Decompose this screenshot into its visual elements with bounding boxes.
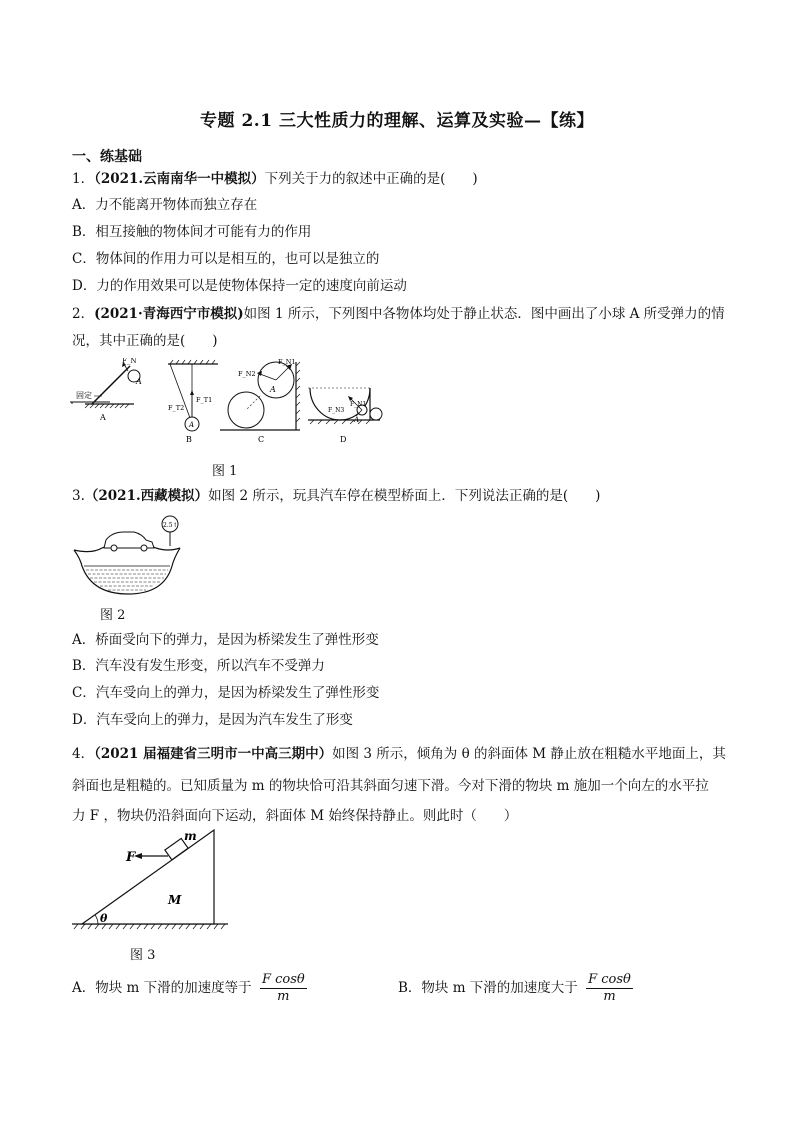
option-b: B．相互接触的物体间才可能有力的作用 [72,224,312,240]
figure-2 [72,514,184,598]
option-b-fraction [586,972,633,1005]
label-fn2: F_N2 [238,370,256,378]
question-stem: 下列关于力的叙述中正确的是( ) [264,171,478,187]
figure-1-panel-b [168,360,218,444]
question-source: （2021.西藏模拟） [84,488,209,504]
question-stem: 如图 3 所示，倾角为 θ 的斜面体 M 静止放在粗糙水平地面上，其 [332,746,726,762]
section-heading: 一、练基础 [72,149,142,165]
question-3 [72,487,600,505]
label-ball: A [354,416,360,424]
label-fn: F_N [122,358,137,365]
fraction-denominator: m [603,989,616,1004]
option-b [398,972,633,1005]
option-b-text: B．物块 m 下滑的加速度大于 [398,980,578,996]
question-number: 1． [72,171,95,187]
label-fn3: F_N3 [328,407,345,414]
question-number: 3. [72,488,85,504]
question-stem: 如图 1 所示，下列图中各物体均处于静止状态．图中画出了小球 A 所受弹力的情 [243,306,725,322]
option-a-fraction [260,972,307,1005]
figure-3 [72,826,232,936]
page-title: 专题 2.1 三大性质力的理解、运算及实验—【练】 [200,111,594,131]
question-4-stem-line-3: 力 F ，物块仍沿斜面向下运动，斜面体 M 始终保持静止。则此时（ ） [72,808,518,824]
fraction-numerator: F cosθ [261,972,305,987]
question-source: (2021·青海西宁市模拟) [94,306,244,322]
figure-1-panel-a [70,358,142,422]
label-ft2: F_T2 [168,404,185,412]
question-2-stem-line-2: 况，其中正确的是( ) [72,333,218,349]
option-a: A．力不能离开物体而独立存在 [72,197,258,213]
option-a: A．桥面受向下的弹力，是因为桥梁发生了弹性形变 [72,632,379,648]
question-number: 4． [72,746,95,762]
option-a [72,972,307,1005]
question-2 [72,305,725,323]
label-ball: A [189,421,195,429]
figure-1-caption: 图 1 [212,464,238,479]
figure-2-caption: 图 2 [100,608,126,623]
question-number: 2． [72,306,95,322]
label-fixed: 固定 [76,391,92,400]
label-ft1: F_T1 [196,396,213,404]
fraction-denominator: m [277,989,290,1004]
label-theta: θ [100,912,108,925]
label-F: F [126,850,136,865]
figure-1 [70,358,400,448]
option-b: B．汽车没有发生形变，所以汽车不受弹力 [72,658,325,674]
option-c: C．汽车受向上的弹力，是因为桥梁发生了弹性形变 [72,685,380,701]
figure-1-panel-d [308,388,382,444]
label-fn1: F_N1 [350,401,367,408]
question-1 [72,170,478,188]
label-fn1: F_N1 [278,358,296,366]
question-4 [72,745,726,763]
label-a: A [100,413,106,422]
option-c: C．物体间的作用力可以是相互的，也可以是独立的 [72,251,380,267]
question-4-stem-line-2: 斜面也是粗糙的。已知质量为 m 的物块恰可沿其斜面匀速下滑。今对下滑的物块 m 施加一个向左的水平拉 [72,778,709,794]
scale-label: 2.5↑ [163,522,178,529]
label-M: M [168,893,182,907]
option-a-text: A．物块 m 下滑的加速度等于 [72,980,252,996]
question-source: （2021 届福建省三明市一中高三期中） [94,746,333,762]
fraction-numerator: F cosθ [588,972,631,987]
question-source: （2021.云南南华一中模拟） [94,171,265,187]
label-c: C [258,435,265,444]
figure-1-panel-c [220,358,300,444]
option-d: D．汽车受向上的弹力，是因为汽车发生了形变 [72,712,353,728]
label-m: m [184,829,197,843]
label-ball: A [270,385,276,394]
option-d: D．力的作用效果可以是使物体保持一定的速度向前运动 [72,278,407,294]
label-d: D [340,435,347,444]
label-ball: A [136,377,142,386]
label-b: B [186,435,192,444]
figure-3-caption: 图 3 [130,948,156,963]
question-stem: 如图 2 所示，玩具汽车停在模型桥面上．下列说法正确的是( ) [208,488,601,504]
